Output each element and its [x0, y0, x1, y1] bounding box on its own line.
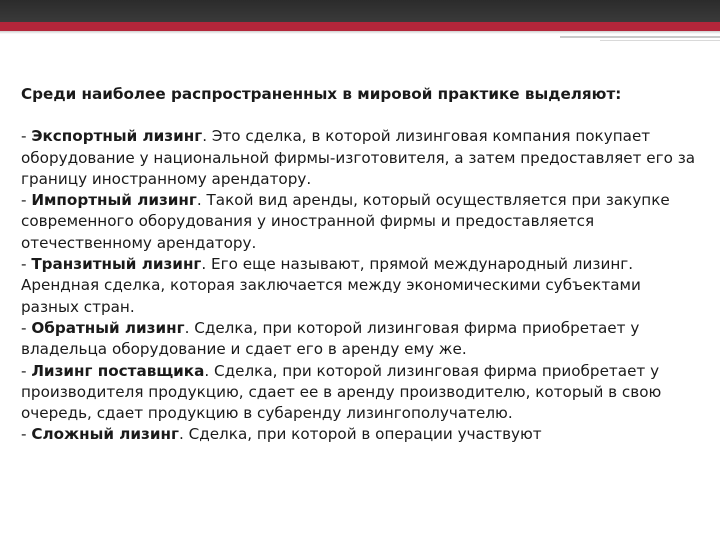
item-term: Транзитный лизинг: [31, 255, 202, 274]
list-item-supplier-leasing: [21, 361, 701, 425]
list-item-import-leasing: [21, 190, 701, 254]
list-item-reverse-leasing: [21, 318, 701, 361]
item-description: . Это сделка, в которой лизинговая компания покупает оборудование у национальной фирмы-изготовителя, а затем предоставляет его за границу иностранному арендатору.: [21, 127, 696, 188]
item-dash: -: [21, 255, 32, 274]
header-shadow: [0, 31, 720, 34]
item-term: Сложный лизинг: [31, 425, 179, 444]
item-dash: -: [21, 191, 32, 210]
slide-body: [21, 84, 701, 446]
intro-text: Среди наиболее распространенных в мировой практике выделяют:: [21, 85, 622, 103]
item-description: . Сделка, при которой в операции участвуют: [178, 425, 542, 444]
item-description: . Сделка, при которой лизинговая фирма приобретает у производителя продукцию, сдает ее в аренду производителю, который в свою очередь, сдает продукцию в субаренду лизингополучателю.: [21, 361, 662, 423]
list-item-export-leasing: [21, 126, 701, 190]
header-accent-bar: [0, 22, 720, 31]
item-term: Лизинг поставщика: [31, 361, 205, 380]
item-term: Обратный лизинг: [31, 318, 185, 337]
list-item-complex-leasing: [21, 424, 701, 445]
item-description: . Его еще называют, прямой международный лизинг. Арендная сделка, которая заключается между экономическими субъектами разных стран.: [21, 255, 641, 316]
item-dash: -: [21, 425, 32, 444]
decorative-line: [600, 40, 720, 41]
list-item-transit-leasing: [21, 254, 701, 318]
item-description: . Сделка, при которой лизинговая фирма приобретает у владельца оборудование и сдает его в аренду ему же.: [21, 318, 640, 359]
item-description: . Такой вид аренды, который осуществляется при закупке современного оборудования у иностранной фирмы и предоставляется отечественному арендатору.: [21, 191, 670, 252]
item-dash: -: [21, 318, 32, 337]
item-dash: -: [21, 361, 32, 380]
header-dark-bar: [0, 0, 720, 22]
item-term: Импортный лизинг: [31, 191, 197, 210]
item-term: Экспортный лизинг: [31, 127, 203, 146]
item-dash: -: [21, 127, 32, 146]
decorative-line: [560, 36, 720, 38]
